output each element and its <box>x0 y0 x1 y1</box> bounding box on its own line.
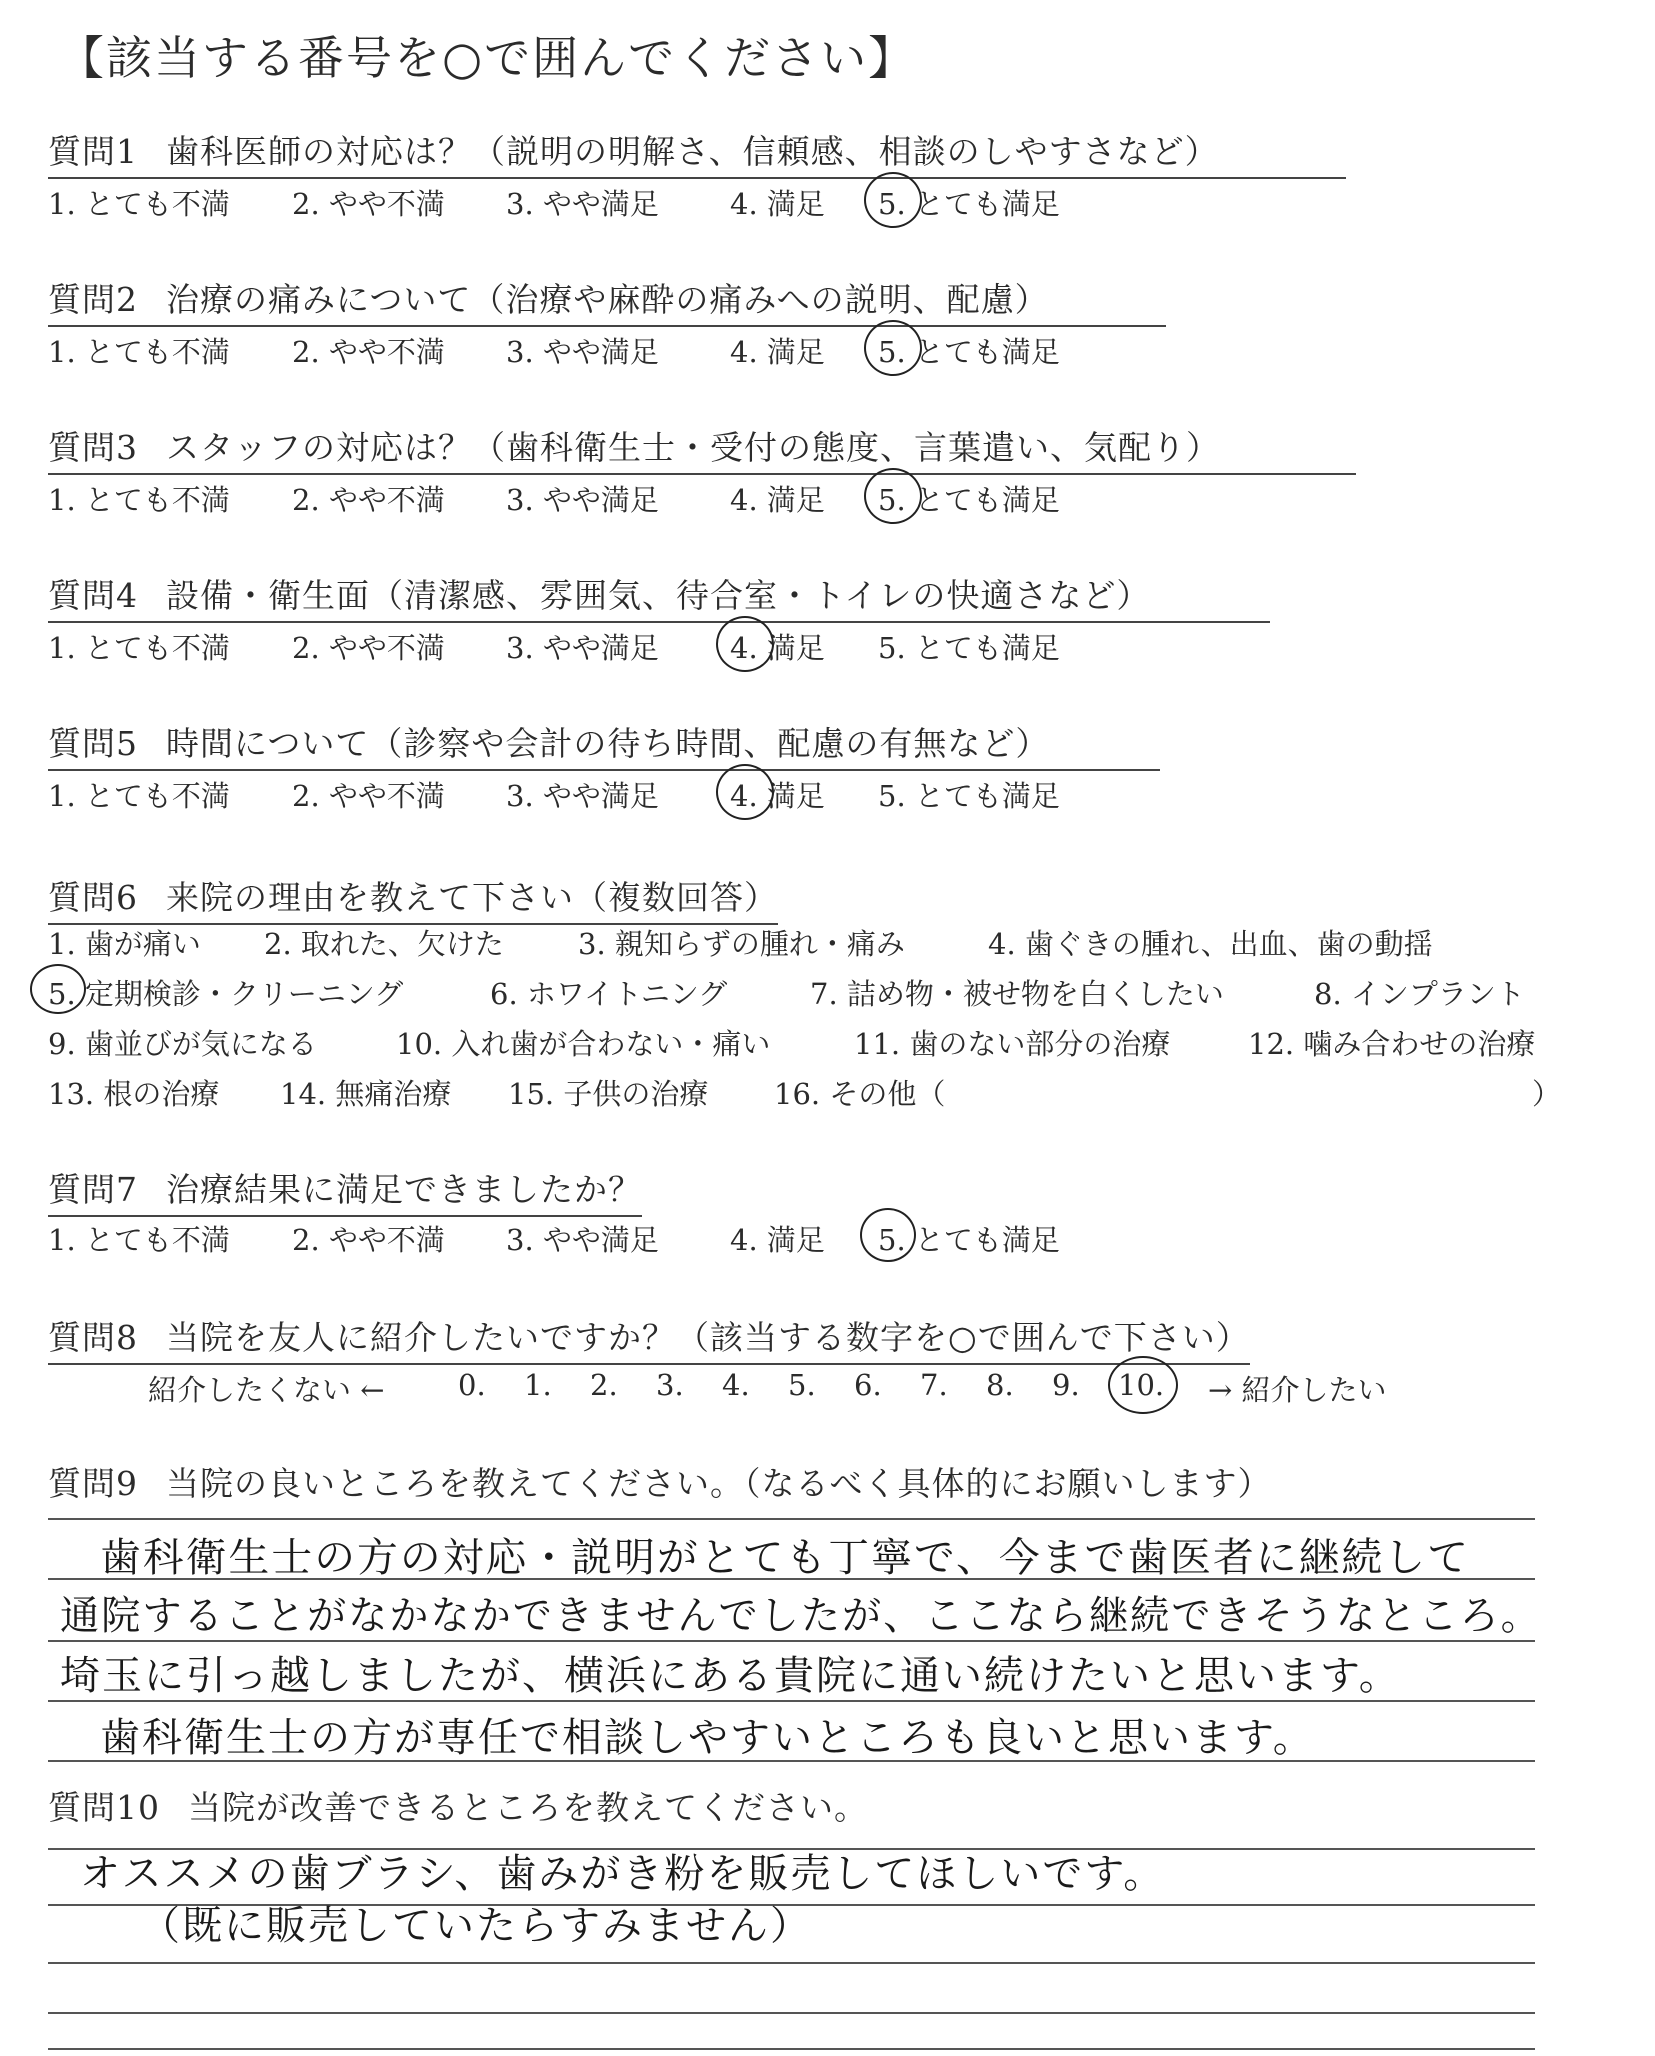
rating-option[interactable]: 5. とても満足 <box>878 1223 1060 1257</box>
q6-heading <box>48 872 778 925</box>
q6-option[interactable]: 10. 入れ歯が合わない・痛い <box>396 1027 771 1061</box>
rating-option[interactable]: 3. やや満足 <box>506 335 659 369</box>
q6-option[interactable]: 16. その他（ <box>774 1077 946 1111</box>
q8-scale-option[interactable]: 4. <box>722 1368 750 1402</box>
q3-text: スタッフの対応は？（歯科衛生士・受付の態度、言葉遣い、気配り） <box>166 428 1220 467</box>
q1-heading <box>48 126 1346 179</box>
q8-left-label: 紹介したくない ← <box>148 1373 385 1407</box>
rating-option[interactable]: 3. やや満足 <box>506 483 659 517</box>
rating-option[interactable]: 2. やや不満 <box>292 631 445 665</box>
q9-heading <box>48 1458 1272 1509</box>
selection-circle <box>860 1208 916 1262</box>
q6-number: 質問6 <box>48 878 138 917</box>
q8-scale-option[interactable]: 8. <box>986 1368 1014 1402</box>
q9-number: 質問9 <box>48 1464 138 1503</box>
q9-answer-line: 歯科衛生士の方が専任で相談しやすいところも良いと思います。 <box>100 1715 1315 1761</box>
q7-heading <box>48 1164 642 1217</box>
q6-option[interactable]: 8. インプラント <box>1314 977 1525 1011</box>
q10-answer-line: オススメの歯ブラシ、歯みがき粉を販売してほしいです。 <box>80 1851 1166 1897</box>
q5-heading <box>48 718 1160 771</box>
q6-option[interactable]: 7. 詰め物・被せ物を白くしたい <box>810 977 1224 1011</box>
q4-number: 質問4 <box>48 576 138 615</box>
q3-number: 質問3 <box>48 428 138 467</box>
rating-option[interactable]: 3. やや満足 <box>506 187 659 221</box>
q3-heading <box>48 422 1356 475</box>
q8-scale-option[interactable]: 6. <box>854 1368 882 1402</box>
page-title: 【該当する番号を○で囲んでください】 <box>58 31 917 85</box>
q1-text: 歯科医師の対応は？（説明の明解さ、信頼感、相談のしやすさなど） <box>166 132 1219 171</box>
answer-line <box>48 1518 1535 1520</box>
q6-option[interactable]: 6. ホワイトニング <box>490 977 728 1011</box>
rating-option[interactable]: 4. 満足 <box>730 187 825 221</box>
answer-line <box>48 1962 1535 1964</box>
rating-option[interactable]: 1. とても不満 <box>48 187 230 221</box>
q10-number: 質問10 <box>48 1788 160 1827</box>
rating-option[interactable]: 5. とても満足 <box>878 335 1060 369</box>
q6-option[interactable]: 11. 歯のない部分の治療 <box>854 1027 1171 1061</box>
q8-scale-option[interactable]: 2. <box>590 1368 618 1402</box>
selection-circle <box>864 172 922 228</box>
q5-text: 時間について（診察や会計の待ち時間、配慮の有無など） <box>166 724 1050 763</box>
rating-option[interactable]: 1. とても不満 <box>48 779 230 813</box>
rating-option[interactable]: 2. やや不満 <box>292 1223 445 1257</box>
q8-scale-option[interactable]: 3. <box>656 1368 684 1402</box>
rating-option[interactable]: 3. やや満足 <box>506 631 659 665</box>
q6-option[interactable]: 3. 親知らずの腫れ・痛み <box>578 927 905 961</box>
q8-right-label: → 紹介したい <box>1208 1373 1387 1407</box>
rating-option[interactable]: 3. やや満足 <box>506 779 659 813</box>
rating-option[interactable]: 2. やや不満 <box>292 483 445 517</box>
q8-scale-option[interactable]: 9. <box>1052 1368 1080 1402</box>
selection-circle <box>716 616 774 672</box>
q6-option[interactable]: 12. 噛み合わせの治療 <box>1248 1027 1536 1061</box>
q9-answer-line: 歯科衛生士の方の対応・説明がとても丁寧で、今まで歯医者に継続して <box>100 1535 1471 1581</box>
q6-option[interactable]: 4. 歯ぐきの腫れ、出血、歯の動揺 <box>988 927 1433 961</box>
selection-circle <box>716 764 774 820</box>
q7-text: 治療結果に満足できましたか？ <box>166 1170 642 1209</box>
q5-number: 質問5 <box>48 724 138 763</box>
q8-heading <box>48 1312 1250 1365</box>
selection-circle <box>1108 1356 1178 1414</box>
q6-other-close: ） <box>1532 1077 1562 1111</box>
rating-option[interactable]: 4. 満足 <box>730 335 825 369</box>
selection-circle <box>864 320 922 376</box>
q6-option[interactable]: 2. 取れた、欠けた <box>264 927 504 961</box>
q1-number: 質問1 <box>48 132 138 171</box>
q8-text: 当院を友人に紹介したいですか？（該当する数字を○で囲んで下さい） <box>166 1318 1250 1357</box>
q8-scale-option[interactable]: 0. <box>458 1368 486 1402</box>
q10-heading <box>48 1782 868 1833</box>
rating-option[interactable]: 4. 満足 <box>730 483 825 517</box>
q6-option[interactable]: 14. 無痛治療 <box>280 1077 452 1111</box>
q4-heading <box>48 570 1270 623</box>
rating-option[interactable]: 2. やや不満 <box>292 779 445 813</box>
q8-scale-option[interactable]: 1. <box>524 1368 552 1402</box>
rating-option[interactable]: 1. とても不満 <box>48 335 230 369</box>
q6-option[interactable]: 15. 子供の治療 <box>508 1077 709 1111</box>
q9-answer-line: 通院することがなかなかできませんでしたが、ここなら継続できそうなところ。 <box>60 1593 1542 1639</box>
q10-text: 当院が改善できるところを教えてください。 <box>188 1788 868 1827</box>
q8-scale-option[interactable]: 10. <box>1118 1368 1165 1402</box>
q6-option[interactable]: 5. 定期検診・クリーニング <box>48 977 404 1011</box>
q4-text: 設備・衛生面（清潔感、雰囲気、待合室・トイレの快適さなど） <box>166 576 1151 615</box>
q2-text: 治療の痛みについて（治療や麻酔の痛みへの説明、配慮） <box>166 280 1049 319</box>
q6-option[interactable]: 9. 歯並びが気になる <box>48 1027 317 1061</box>
rating-option[interactable]: 3. やや満足 <box>506 1223 659 1257</box>
selection-circle <box>864 468 922 524</box>
q2-number: 質問2 <box>48 280 138 319</box>
rating-option[interactable]: 5. とても満足 <box>878 483 1060 517</box>
rating-option[interactable]: 2. やや不満 <box>292 187 445 221</box>
q8-scale-option[interactable]: 7. <box>920 1368 948 1402</box>
rating-option[interactable]: 1. とても不満 <box>48 1223 230 1257</box>
selection-circle <box>30 964 86 1014</box>
rating-option[interactable]: 4. 満足 <box>730 631 825 665</box>
q9-answer-line: 埼玉に引っ越しましたが、横浜にある貴院に通い続けたいと思います。 <box>60 1653 1401 1699</box>
q7-number: 質問7 <box>48 1170 138 1209</box>
q9-text: 当院の良いところを教えてください。（なるべく具体的にお願いします） <box>166 1464 1272 1503</box>
rating-option[interactable]: 5. とても満足 <box>878 631 1060 665</box>
rating-option[interactable]: 4. 満足 <box>730 779 825 813</box>
q6-text: 来院の理由を教えて下さい（複数回答） <box>166 878 778 917</box>
rating-option[interactable]: 5. とても満足 <box>878 779 1060 813</box>
q6-option[interactable]: 13. 根の治療 <box>48 1077 220 1111</box>
rating-option[interactable]: 1. とても不満 <box>48 483 230 517</box>
answer-line <box>48 2012 1535 2014</box>
q8-number: 質問8 <box>48 1318 138 1357</box>
q2-heading <box>48 274 1166 327</box>
rating-option[interactable]: 5. とても満足 <box>878 187 1060 221</box>
q6-option[interactable]: 1. 歯が痛い <box>48 927 201 961</box>
rating-option[interactable]: 2. やや不満 <box>292 335 445 369</box>
rating-option[interactable]: 4. 満足 <box>730 1223 825 1257</box>
rating-option[interactable]: 1. とても不満 <box>48 631 230 665</box>
q8-scale-option[interactable]: 5. <box>788 1368 816 1402</box>
answer-line <box>48 2048 1535 2050</box>
q10-answer-line: （既に販売していたらすみません） <box>140 1903 812 1949</box>
